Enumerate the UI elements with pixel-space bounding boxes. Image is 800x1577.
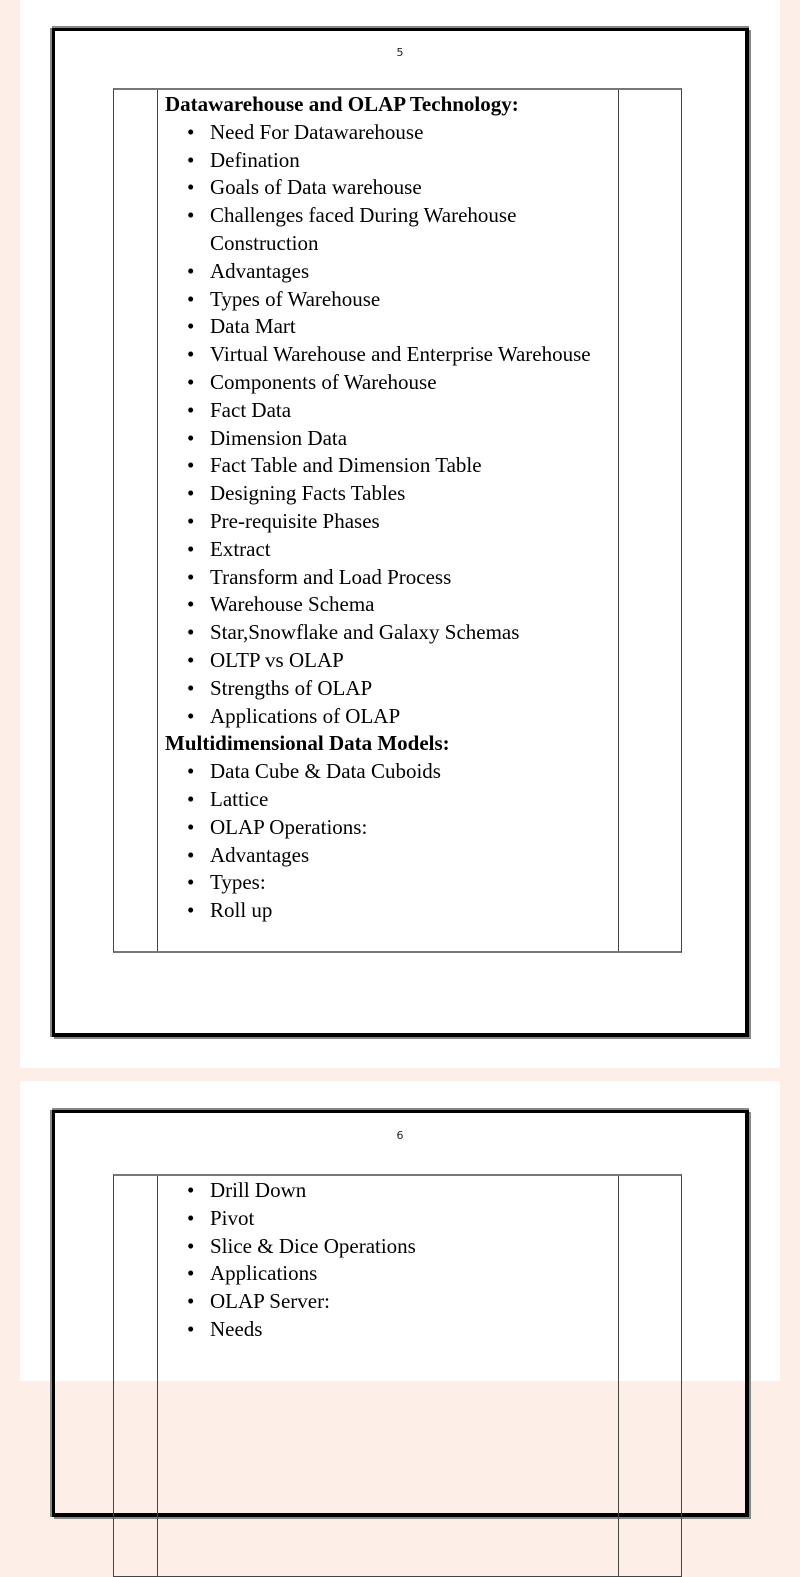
section-heading: Datawarehouse and OLAP Technology: (165, 92, 519, 116)
syllabus-table (113, 88, 682, 953)
list-item-text: Types: (210, 870, 266, 895)
list-item-text: Advantages (210, 842, 310, 867)
list-item (187, 814, 615, 842)
bullet-icon: • (187, 842, 195, 867)
topic-list (165, 758, 615, 925)
bullet-icon: • (187, 1233, 195, 1258)
list-item-text: Data Mart (210, 314, 296, 339)
bullet-icon: • (187, 397, 195, 422)
list-item (187, 286, 615, 314)
list-item (187, 1288, 615, 1316)
list-item (187, 313, 615, 341)
bullet-icon: • (187, 1316, 195, 1341)
bullet-icon: • (187, 759, 195, 784)
page-number: 6 (396, 1129, 404, 1142)
bullet-icon: • (187, 1205, 195, 1230)
bullet-icon: • (187, 508, 195, 533)
list-item-text: Roll up (210, 898, 273, 923)
list-item-text: Virtual Warehouse and Enterprise Warehouse (210, 342, 591, 367)
list-item-text: Fact Data (210, 397, 292, 422)
bullet-icon: • (187, 703, 195, 728)
list-item-text: Transform and Load Process (210, 564, 452, 589)
list-item (187, 675, 615, 703)
bullet-icon: • (187, 814, 195, 839)
bullet-icon: • (187, 314, 195, 339)
list-item-text: OLAP Operations: (210, 814, 368, 839)
table-content (165, 1177, 615, 1344)
document-page-5 (20, 0, 780, 1068)
list-item (187, 564, 615, 592)
list-item-text: Lattice (210, 786, 269, 811)
list-item-text: Pivot (210, 1205, 255, 1230)
list-item-text: Dimension Data (210, 425, 348, 450)
section-heading: Multidimensional Data Models: (165, 731, 450, 756)
topic-list (165, 1177, 615, 1344)
page-border (52, 28, 749, 1037)
page-border (52, 1110, 749, 1517)
list-item (187, 869, 615, 897)
table-divider (157, 90, 158, 951)
document-page-6 (20, 1081, 780, 1381)
list-item (187, 591, 615, 619)
list-item-text: Drill Down (210, 1178, 307, 1202)
bullet-icon: • (187, 286, 195, 311)
bullet-icon: • (187, 536, 195, 561)
list-item (187, 619, 615, 647)
bullet-icon: • (187, 175, 195, 200)
bullet-icon: • (187, 369, 195, 394)
list-item (187, 536, 615, 564)
list-item-text: Slice & Dice Operations (210, 1233, 416, 1258)
list-item-text: Fact Table and Dimension Table (210, 453, 482, 478)
list-item-text: Warehouse Schema (210, 592, 375, 617)
list-item (187, 1233, 615, 1261)
bullet-icon: • (187, 870, 195, 895)
list-item-text: Components of Warehouse (210, 369, 437, 394)
list-item-text: Challenges faced During Warehouse Construction (210, 203, 517, 255)
list-item (187, 508, 615, 536)
bullet-icon: • (187, 620, 195, 645)
list-item-text: Data Cube & Data Cuboids (210, 759, 441, 784)
bullet-icon: • (187, 647, 195, 672)
list-item-text: OLTP vs OLAP (210, 647, 344, 672)
list-item-text: Applications (210, 1261, 318, 1286)
bullet-icon: • (187, 1178, 195, 1202)
bullet-icon: • (187, 453, 195, 478)
page-number: 5 (396, 46, 404, 59)
list-item-text: Strengths of OLAP (210, 675, 373, 700)
bullet-icon: • (187, 342, 195, 367)
bullet-icon: • (187, 119, 195, 144)
list-item-text: Designing Facts Tables (210, 481, 406, 506)
bullet-icon: • (187, 675, 195, 700)
list-item-text: Pre-requisite Phases (210, 508, 380, 533)
list-item (187, 202, 615, 258)
bullet-icon: • (187, 786, 195, 811)
list-item (187, 647, 615, 675)
list-item-text: Goals of Data warehouse (210, 175, 422, 200)
bullet-icon: • (187, 592, 195, 617)
list-item (187, 842, 615, 870)
bullet-icon: • (187, 203, 195, 228)
list-item (187, 1205, 615, 1233)
topic-list (165, 119, 615, 731)
list-item (187, 425, 615, 453)
list-item (187, 758, 615, 786)
list-item (187, 174, 615, 202)
list-item (187, 480, 615, 508)
list-item (187, 786, 615, 814)
list-item (187, 1177, 615, 1205)
list-item-text: Need For Datawarehouse (210, 119, 424, 144)
list-item-text: Applications of OLAP (210, 703, 401, 728)
list-item (187, 1260, 615, 1288)
list-item (187, 397, 615, 425)
bullet-icon: • (187, 425, 195, 450)
list-item-text: Advantages (210, 258, 310, 283)
list-item-text: Defination (210, 147, 300, 172)
syllabus-table (113, 1174, 682, 1577)
bullet-icon: • (187, 147, 195, 172)
list-item (187, 258, 615, 286)
table-divider (157, 1176, 158, 1576)
bullet-icon: • (187, 1261, 195, 1286)
bullet-icon: • (187, 564, 195, 589)
list-item-text: Needs (210, 1316, 263, 1341)
list-item-text: Star,Snowflake and Galaxy Schemas (210, 620, 520, 645)
list-item (187, 703, 615, 731)
bullet-icon: • (187, 481, 195, 506)
list-item (187, 341, 615, 369)
list-item (187, 897, 615, 925)
bullet-icon: • (187, 898, 195, 923)
table-divider (618, 1176, 619, 1576)
list-item (187, 119, 615, 147)
list-item-text: OLAP Server: (210, 1289, 330, 1314)
list-item-text: Types of Warehouse (210, 286, 381, 311)
bullet-icon: • (187, 1289, 195, 1314)
list-item (187, 452, 615, 480)
bullet-icon: • (187, 258, 195, 283)
list-item (187, 369, 615, 397)
table-content (165, 91, 615, 925)
list-item-text: Extract (210, 536, 271, 561)
table-divider (618, 90, 619, 951)
list-item (187, 147, 615, 175)
